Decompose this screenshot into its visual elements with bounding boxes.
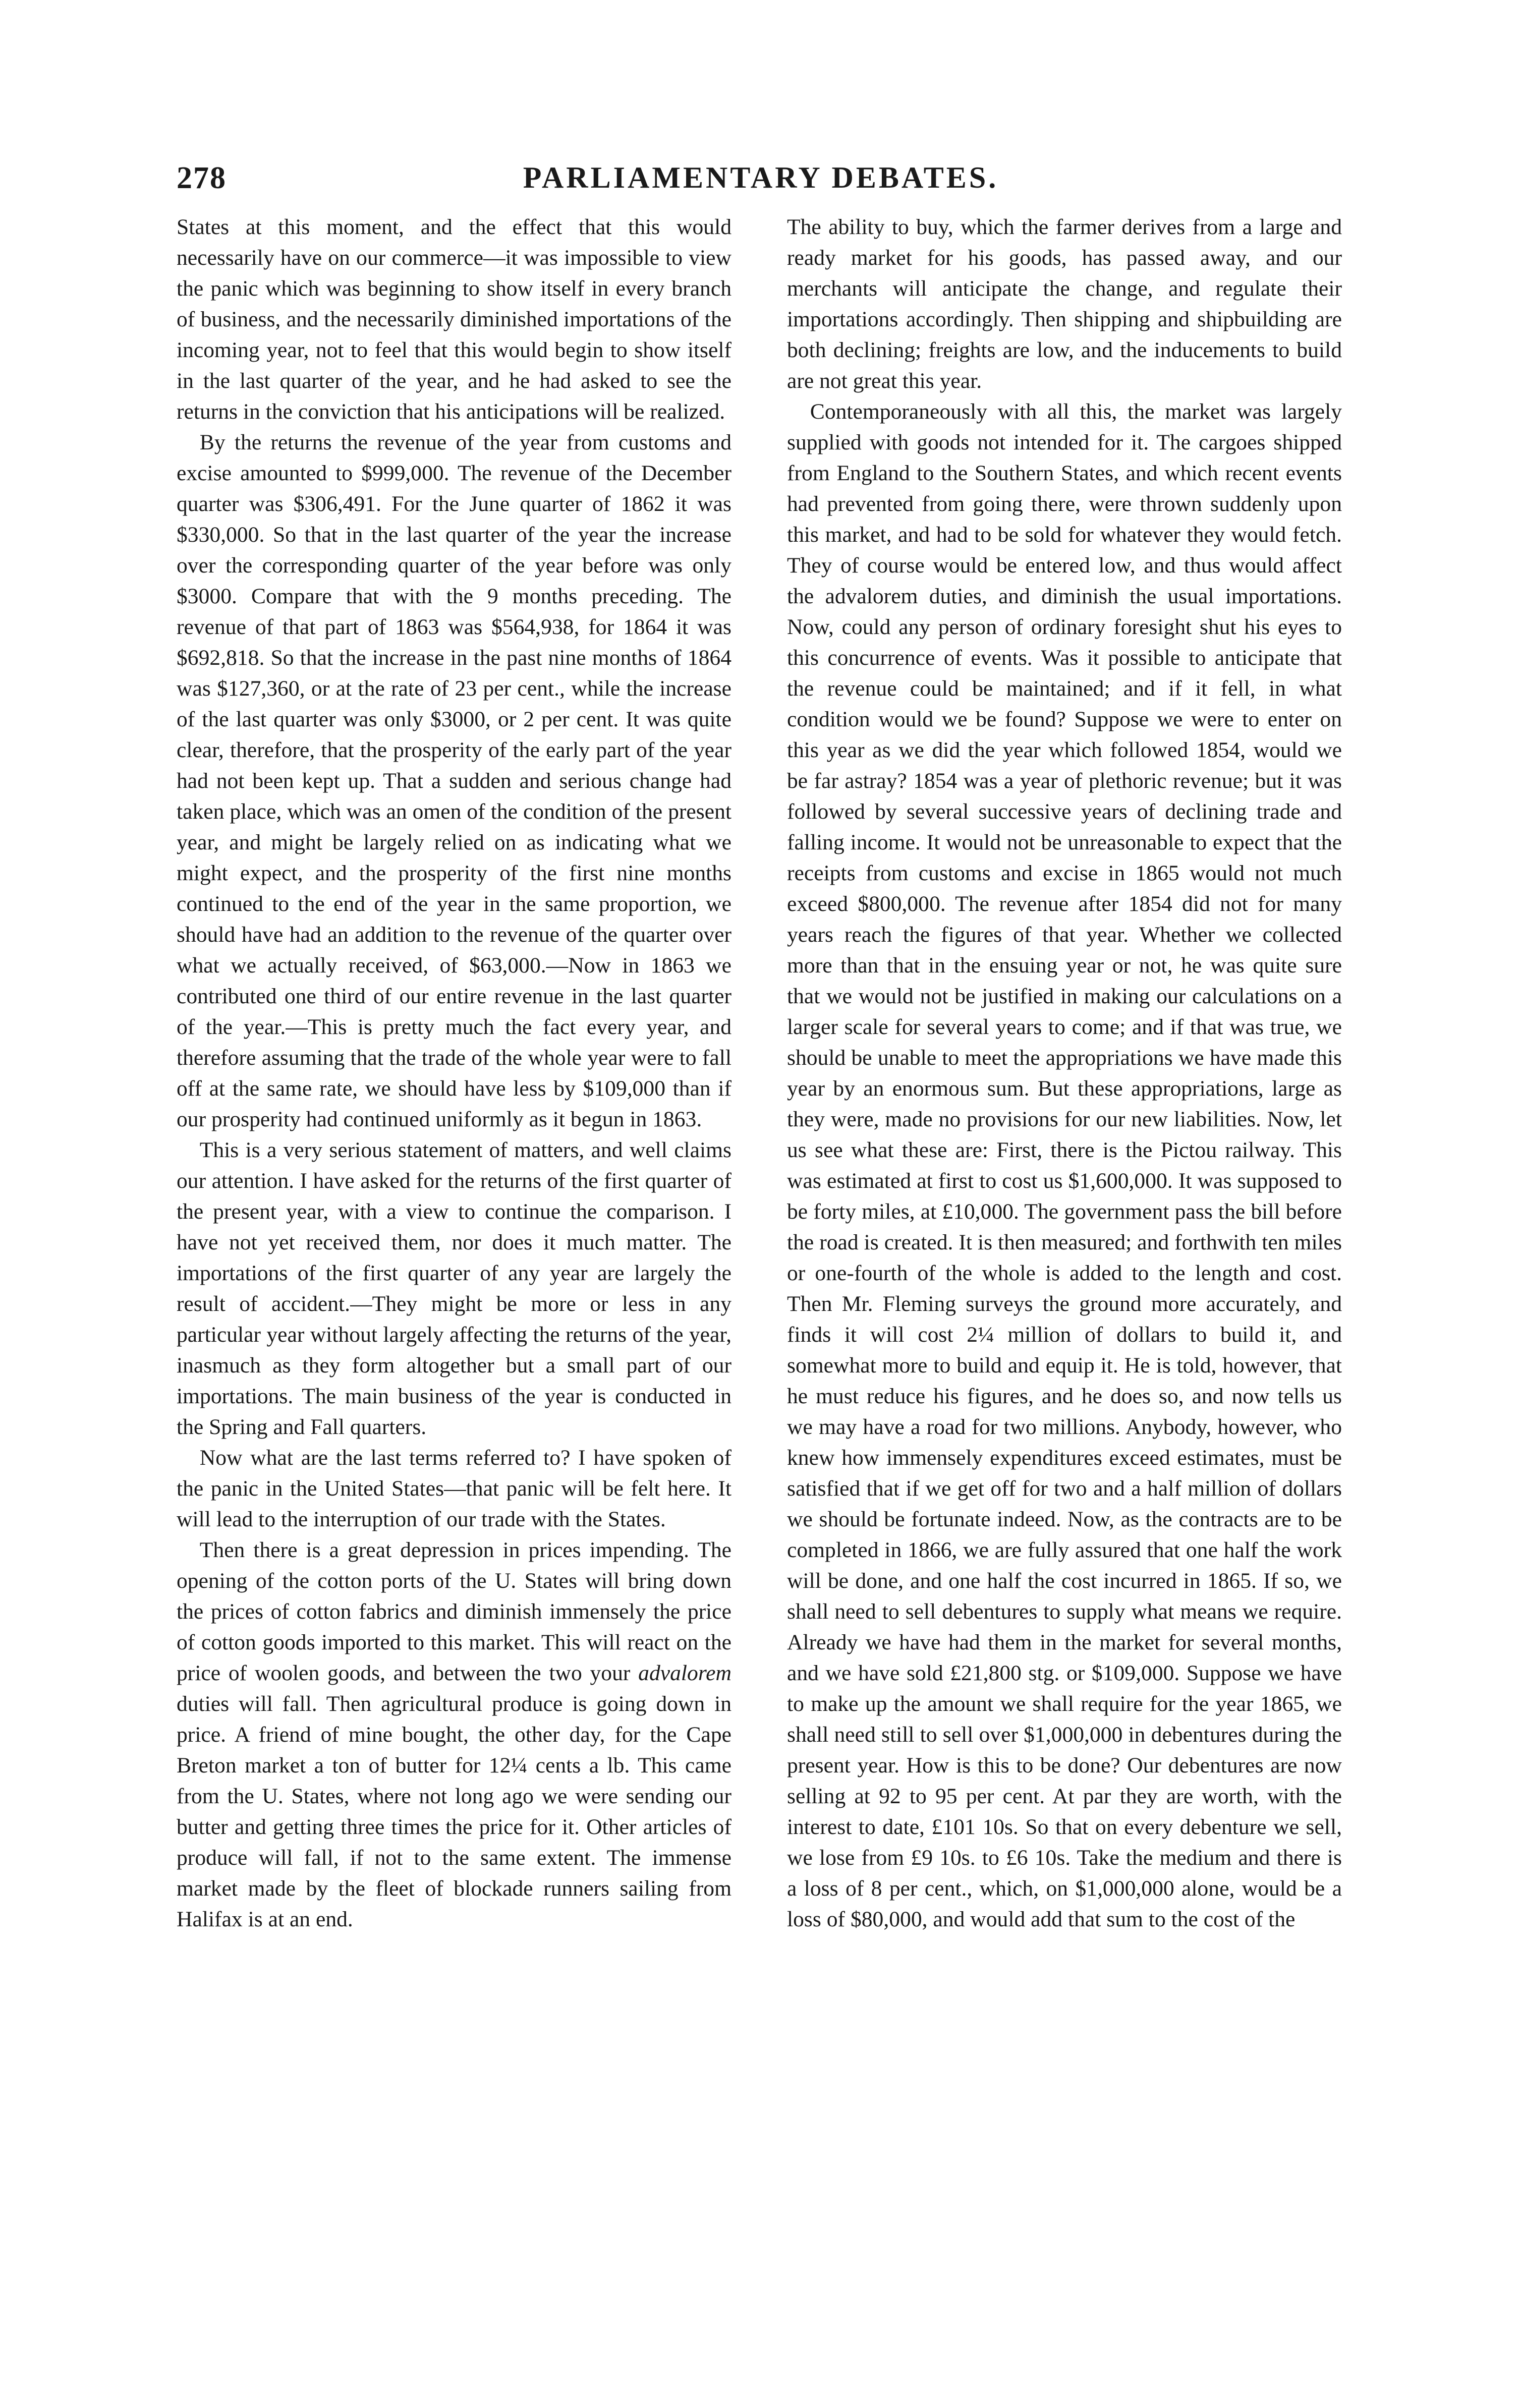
- page-header: [177, 160, 1345, 196]
- paragraph: States at this moment, and the effect that this would necessarily have on our commerce—it was impossible to view the panic which was beginning to show itself in every branch of business, and the necessarily diminished importations of the incoming year, not to feel that this would begin to show itself in the last quarter of the year, and he had asked to see the returns in the conviction that his anticipations will be realized.: [177, 215, 731, 424]
- right-column: [787, 212, 1342, 2159]
- running-head: PARLIAMENTARY DEBATES.: [523, 161, 999, 194]
- paragraph: By the returns the revenue of the year from customs and excise amounted to $999,000. The revenue of the December quarter was $306,491. For the June quarter of 1862 it was $330,000. So that in the last quarter of the year the increase over the corresponding quarter of the year before was only $3000. Compare that with the 9 months preceding. The revenue of that part of 1863 was $564,938, for 1864 it was $692,818. So that the increase in the past nine months of 1864 was $127,360, or at the rate of 23 per cent., while the increase of the last quarter was only $3000, or 2 per cent. It was quite clear, therefore, that the prosperity of the early part of the year had not been kept up. That a sudden and serious change had taken place, which was an omen of the condition of the present year, and might be largely relied on as indicating what we might expect, and the prosperity of the first nine months continued to the end of the year in the same proportion, we should have had an addition to the revenue of the quarter over what we actually received, of $63,000.—Now in 1863 we contributed one third of our entire revenue in the last quarter of the year.—This is pretty much the fact every year, and therefore assuming that the trade of the whole year were to fall off at the same rate, we should have less by $109,000 than if our prosperity had continued uniformly as it begun in 1863.: [177, 430, 731, 1131]
- paragraph: Now what are the last terms referred to? I have spoken of the panic in the United States—that panic will be felt here. It will lead to the interruption of our trade with the States.: [177, 1446, 731, 1531]
- page-number: 278: [177, 161, 227, 195]
- paragraph: This is a very serious statement of matters, and well claims our attention. I have asked for the returns of the first quarter of the present year, with a view to continue the comparison. I have not yet received them, nor does it much matter. The importations of the first quarter of any year are largely the result of accident.—They might be more or less in any particular year without largely affecting the returns of the year, inasmuch as they form altogether but a small part of our importations. The main business of the year is conducted in the Spring and Fall quarters.: [177, 1138, 731, 1439]
- left-column: [177, 212, 731, 2159]
- italic-term: advalorem: [638, 1661, 731, 1685]
- paragraph: Contemporaneously with all this, the market was largely supplied with goods not intended for it. The cargoes shipped from England to the Southern States, and which recent events had prevented from going there, were thrown suddenly upon this market, and had to be sold for whatever they would fetch. They of course would be entered low, and thus would affect the advalorem duties, and diminish the usual importations. Now, could any person of ordinary foresight shut his eyes to this concurrence of events. Was it possible to anticipate that the revenue could be maintained; and if it fell, in what condition would we be found? Suppose we were to enter on this year as we did the year which followed 1854, would we be far astray? 1854 was a year of plethoric revenue; but it was followed by several successive years of declining trade and falling income. It would not be unreasonable to expect that the receipts from customs and excise in 1865 would not much exceed $800,000. The revenue after 1854 did not for many years reach the figures of that year. Whether we collected more than that in the ensuing year or not, he was quite sure that we would not be justified in making our calculations on a larger scale for several years to come; and if that was true, we should be unable to meet the appropriations we have made this year by an enormous sum. But these appropriations, large as they were, made no provisions for our new liabilities. Now, let us see what these are: First, there is the Pictou railway. This was estimated at first to cost us $1,600,000. It was supposed to be forty miles, at £10,000. The government pass the bill before the road is created. It is then measured; and forthwith ten miles or one-fourth of the whole is added to the length and cost. Then Mr. Fleming surveys the ground more accurately, and finds it will cost 2¼ million of dollars to build it, and somewhat more to build and equip it. He is told, however, that he must reduce his figures, and he does so, and now tells us we may have a road for two millions. Anybody, however, who knew how immensely expenditures exceed estimates, must be satisfied that if we get off for two and a half million of dollars we should be fortunate indeed. Now, as the contracts are to be completed in 1866, we are fully assured that one half the work will be done, and one half the cost incurred in 1865. If so, we shall need to sell debentures to supply what means we require. Already we have had them in the market for several months, and we have sold £21,800 stg. or $109,000. Suppose we have to make up the amount we shall require for the year 1865, we shall need still to sell over $1,000,000 in debentures during the present year. How is this to be done? Our debentures are now selling at 92 to 95 per cent. At par they are worth, with the interest to date, £101 10s. So that on every debenture we sell, we lose from £9 10s. to £6 10s. Take the medium and there is a loss of 8 per cent., which, on $1,000,000 alone, would be a loss of $80,000, and would add that sum to the cost of the: [787, 399, 1342, 1931]
- paragraph: The ability to buy, which the farmer derives from a large and ready market for his goods, has passed away, and our merchants will anticipate the change, and regulate their importations accordingly. Then shipping and shipbuilding are both declining; freights are low, and the inducements to build are not great this year.: [787, 215, 1342, 393]
- paragraph: Then there is a great depression in prices impending. The opening of the cotton ports of the U. States will bring down the prices of cotton fabrics and diminish immensely the price of cotton goods imported to this market. This will react on the price of woolen goods, and between the two your advalorem duties will fall. Then agricultural produce is going down in price. A friend of mine bought, the other day, for the Cape Breton market a ton of butter for 12¼ cents a lb. This came from the U. States, where not long ago we were sending our butter and getting three times the price for it. Other articles of produce will fall, if not to the same extent. The immense market made by the fleet of blockade runners sailing from Halifax is at an end.: [177, 1538, 731, 1931]
